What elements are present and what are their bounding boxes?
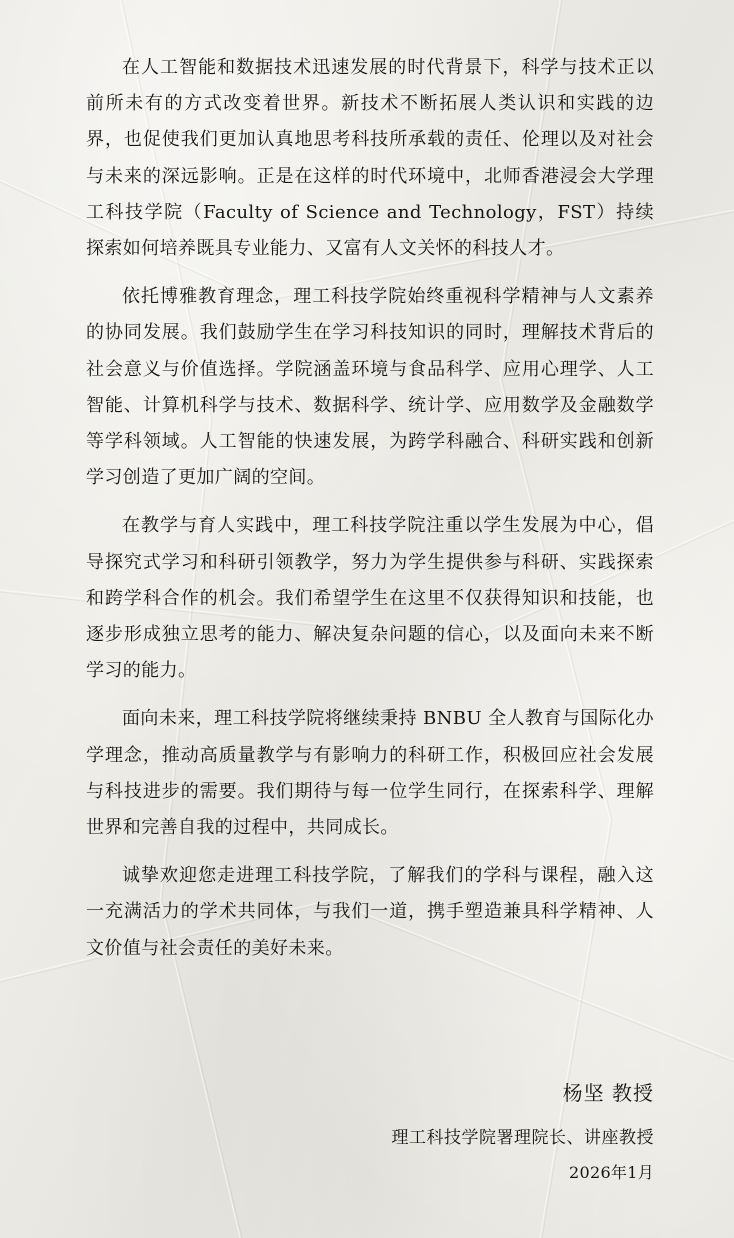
paragraph-5: 诚挚欢迎您走进理工科技学院，了解我们的学科与课程，融入这一充满活力的学术共同体，与我们一道，携手塑造兼具科学精神、人文价值与社会责任的美好未来。 — [86, 865, 654, 959]
paragraph-2: 依托博雅教育理念，理工科技学院始终重视科学精神与人文素养的协同发展。我们鼓励学生在学习科技知识的同时，理解技术背后的社会意义与价值选择。学院涵盖环境与食品科学、应用心理学、人工智能、计算机科学与技术、数据科学、统计学、应用数学及金融数学等学科领域。人工智能的快速发展，为跨学科融合、科研实践和创新学习创造了更加广阔的空间。 — [86, 286, 654, 489]
paragraph-1: 在人工智能和数据技术迅速发展的时代背景下，科学与技术正以前所未有的方式改变着世界。新技术不断拓展人类认识和实践的边界，也促使我们更加认真地思考科技所承载的责任、伦理以及对社会与未来的深远影响。正是在这样的时代环境中，北师香港浸会大学理工科技学院（Faculty of Science and Technology，FST）持续探索如何培养既具专业能力、又富有人文关怀的科技人才。 — [86, 57, 654, 260]
letter-body — [86, 50, 654, 979]
paragraph-4: 面向未来，理工科技学院将继续秉持 BNBU 全人教育与国际化办学理念，推动高质量教学与有影响力的科研工作，积极回应社会发展与科技进步的需要。我们期待与每一位学生同行，在探索科学、理解世界和完善自我的过程中，共同成长。 — [86, 708, 654, 839]
signature-date: 2026年1月 — [569, 1163, 654, 1182]
paragraph-3: 在教学与育人实践中，理工科技学院注重以学生发展为中心，倡导探究式学习和科研引领教学，努力为学生提供参与科研、实践探索和跨学科合作的机会。我们希望学生在这里不仅获得知识和技能，也逐步形成独立思考的能力、解决复杂问题的信心，以及面向未来不断学习的能力。 — [86, 515, 654, 682]
signature-name: 杨坚 教授 — [562, 1081, 654, 1105]
signature-title: 理工科技学院署理院长、讲座教授 — [391, 1128, 654, 1148]
